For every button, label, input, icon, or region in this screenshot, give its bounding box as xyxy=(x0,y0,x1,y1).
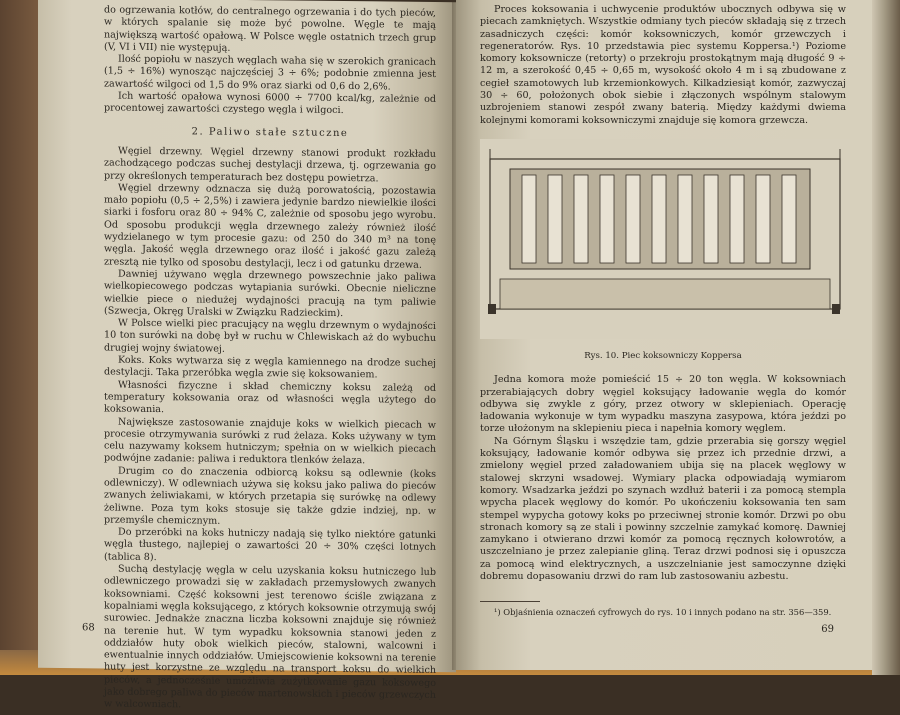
paragraph: Proces koksowania i uchwycenie produktów ubocznych odbywa się w piecach zamkniętych. Wszystkie odmiany tych pieców składają się z trzech zasadniczych części: komór koksowniczych, komór grzewczych i regeneratorów. Rys. 10 przedstawia piec systemu Koppersa.¹) Poziome komory koksownicze (retorty) o przekroju prostokątnym mają długość 9 ÷ 12 m, a szerokość 0,45 ÷ 0,65 m, wysokość około 4 m i są zbudowane z cegieł szamotowych lub krzemionkowych. Kilkadziesiąt komór, zazwyczaj 30 ÷ 60, położonych obok siebie i złączonych wspólnym stalowym uzbrojeniem stanowi zespół zwany baterią. Między każdymi dwiema kolejnymi komorami koksowniczymi znajduje się komora grzewcza. xyxy=(480,4,846,126)
paragraph: Węgiel drzewny odznacza się dużą porowatością, pozostawia mało popiołu (0,5 ÷ 2,5%) i zawiera jedynie bardzo niewielkie ilości siarki i fosforu oraz 80 ÷ 94% C, zależnie od sposobu jego wyrobu. Od sposobu produkcji węgla drzewnego zależy również ilość wydzielanego w tym procesie gazu: od 250 do 340 m³ na tonę węgla. Jakość węgla drzewnego oraz ilość i jakość gazu zależą zresztą nie tylko od sposobu destylacji, lecz i od gatunku drzewa. xyxy=(104,182,436,271)
paragraph: Węgiel drzewny. Węgiel drzewny stanowi produkt rozkładu zachodzącego podczas suchej destylacji drzewa, tj. ogrzewania go przy określonych temperaturach bez dostępu powietrza. xyxy=(104,145,436,184)
oven-chamber xyxy=(756,175,770,263)
figure-caption: Rys. 10. Piec koksowniczy Koppersa xyxy=(584,350,742,361)
paragraph: Własności fizyczne i skład chemiczny koksu zależą od temperatury koksowania oraz od własności węgla użytego do koksowania. xyxy=(104,379,436,416)
oven-chamber xyxy=(782,175,796,263)
paragraph: Suchą destylację węgla w celu uzyskania koksu hutniczego lub odlewniczego prowadzi się w zakładach przemysłowych zwanych koksowniami. Część koksowni jest terenowo ściśle związana z kopalniami węgla koksującego, z których koksownie otrzymują swój surowiec. Jednakże znaczna liczba koksowni znajduje się również na terenie hut. W tym wypadku koksownia stanowi jeden z oddziałów huty obok wielkich pieców, stalowni, walcowni i ewentualnie innych oddziałów. Umiejscowienie koksowni na terenie huty jest korzystne ze względu na transport koksu do wielkich pieców, a jednocześnie umożliwia zużytkowanie gazu koksowego jako dobrego paliwa do pieców martenowskich i pieców grzewczych w walcowniach. xyxy=(104,563,436,711)
oven-chamber xyxy=(652,175,666,263)
paragraph: do ogrzewania kotłów, do centralnego ogrzewania i do tych pieców, w których spalanie się może być powolne. Węgle te mają największą wartość opałową. W Polsce węgle ostatnich trzech grup (V, VI i VII) nie występują. xyxy=(104,4,436,54)
paragraph: Do przeróbki na koks hutniczy nadają się tylko niektóre gatunki węgla tłustego, najlepiej o zawartości 20 ÷ 30% części lotnych (tablica 8). xyxy=(104,526,436,563)
background-surface xyxy=(0,0,40,675)
paragraph: Na Górnym Śląsku i wszędzie tam, gdzie przerabia się gorszy węgiel koksujący, ładowanie komór odbywa się przez ich przednie drzwi, a zmielony węgiel przed załadowaniem ubija się na placek węglowy w stalowej skrzyni wsadowej. Wymiary placka odpowiadają wymiarom komory. Wsadzarka jeździ po szynach wzdłuż baterii i za pomocą stempla wpycha placek węglowy do komór. Po ukończeniu koksowania ten sam stempel wypycha gotowy koks po przeciwnej stronie komór. Drzwi po obu stronach komory są ze stali i powinny szczelnie zamykać komorę. Dawniej zamykano i otwierano drzwi komór za pomocą ręcznych kołowrotów, a uszczelniano je przez zalepianie gliną. Teraz drzwi podnosi się i opuszcza za pomocą wind elektrycznych, a uszczelnianie jest samoczynne dzięki dobremu dopasowaniu drzwi do ram lub zastosowaniu azbestu. xyxy=(480,435,846,583)
page-number: 69 xyxy=(821,623,834,635)
coke-oven-figure xyxy=(480,139,846,344)
oven-chamber xyxy=(704,175,718,263)
paragraph: Ich wartość opałowa wynosi 6000 ÷ 7700 kcal/kg, zależnie od procentowej zawartości czystego węgla i wilgoci. xyxy=(104,90,436,117)
paragraph: Największe zastosowanie znajduje koks w wielkich piecach w procesie otrzymywania surówki z rud żelaza. Koks używany w tym celu nazywamy koksem hutniczym; spełnia on w wielkich piecach podwójne zadanie: paliwa i reduktora tlenków żelaza. xyxy=(104,416,436,467)
oven-chamber xyxy=(548,175,562,263)
oven-chamber xyxy=(626,175,640,263)
paragraph: Jedna komora może pomieścić 15 ÷ 20 ton węgla. W koksowniach przerabiających dobry węgiel koksujący ładowanie węgla do komór odbywa się zwykle z góry, przez otwory w sklepieniach. Operację ładowania wykonuje w tym wypadku maszyna zasypowa, która jeździ po torze ułożonym na sklepieniu pieca i napełnia komory węglem. xyxy=(480,374,846,435)
paragraph: Drugim co do znaczenia odbiorcą koksu są odlewnie (koks odlewniczy). W odlewniach używa się koksu jako paliwa do pieców zwanych żeliwiakami, w których przetapia się surówkę na odlewy żeliwne. Poza tym koks stosuje się także gdzie indziej, np. w przemyśle chemicznym. xyxy=(104,465,436,527)
paragraph: W Polsce wielki piec pracujący na węglu drzewnym o wydajności 10 ton surówki na dobę był w ruchu w Chlewiskach aż do wybuchu drugiej wojny światowej. xyxy=(104,317,436,355)
oven-chamber xyxy=(600,175,614,263)
section-heading: 2. Paliwo stałe sztuczne xyxy=(191,126,349,139)
footnote: ¹) Objaśnienia oznaczeń cyfrowych do rys. 10 i innych podano na str. 356—359. xyxy=(494,607,832,618)
paragraph: Ilość popiołu w naszych węglach waha się w szerokich granicach (1,5 ÷ 16%) wynosząc najczęściej 3 ÷ 6%; podobnie zmienna jest zawartość wilgoci od 1,5 do 9% oraz siarki od 0,6 do 2,6%. xyxy=(104,53,436,93)
right-page xyxy=(456,0,874,670)
coke-oven-drawing xyxy=(480,139,850,339)
oven-chamber xyxy=(574,175,588,263)
page-stack-edge xyxy=(872,0,900,675)
left-page xyxy=(38,0,456,711)
oven-chamber xyxy=(730,175,744,263)
page-number: 68 xyxy=(82,621,95,634)
oven-chamber xyxy=(678,175,692,263)
footnote-divider xyxy=(480,601,540,602)
oven-chamber xyxy=(522,175,536,263)
paragraph: Dawniej używano węgla drzewnego powszechnie jako paliwa wielkopiecowego podczas wytapiania surówki. Obecnie nieliczne wielkie piece o niedużej wydajności pracują na tym paliwie (Szwecja, Okręg Uralski w Związku Radzieckim). xyxy=(104,268,436,319)
paragraph: Koks. Koks wytwarza się z węgla kamiennego na drodze suchej destylacji. Taka przeróbka węgla zwie się koksowaniem. xyxy=(104,354,436,381)
